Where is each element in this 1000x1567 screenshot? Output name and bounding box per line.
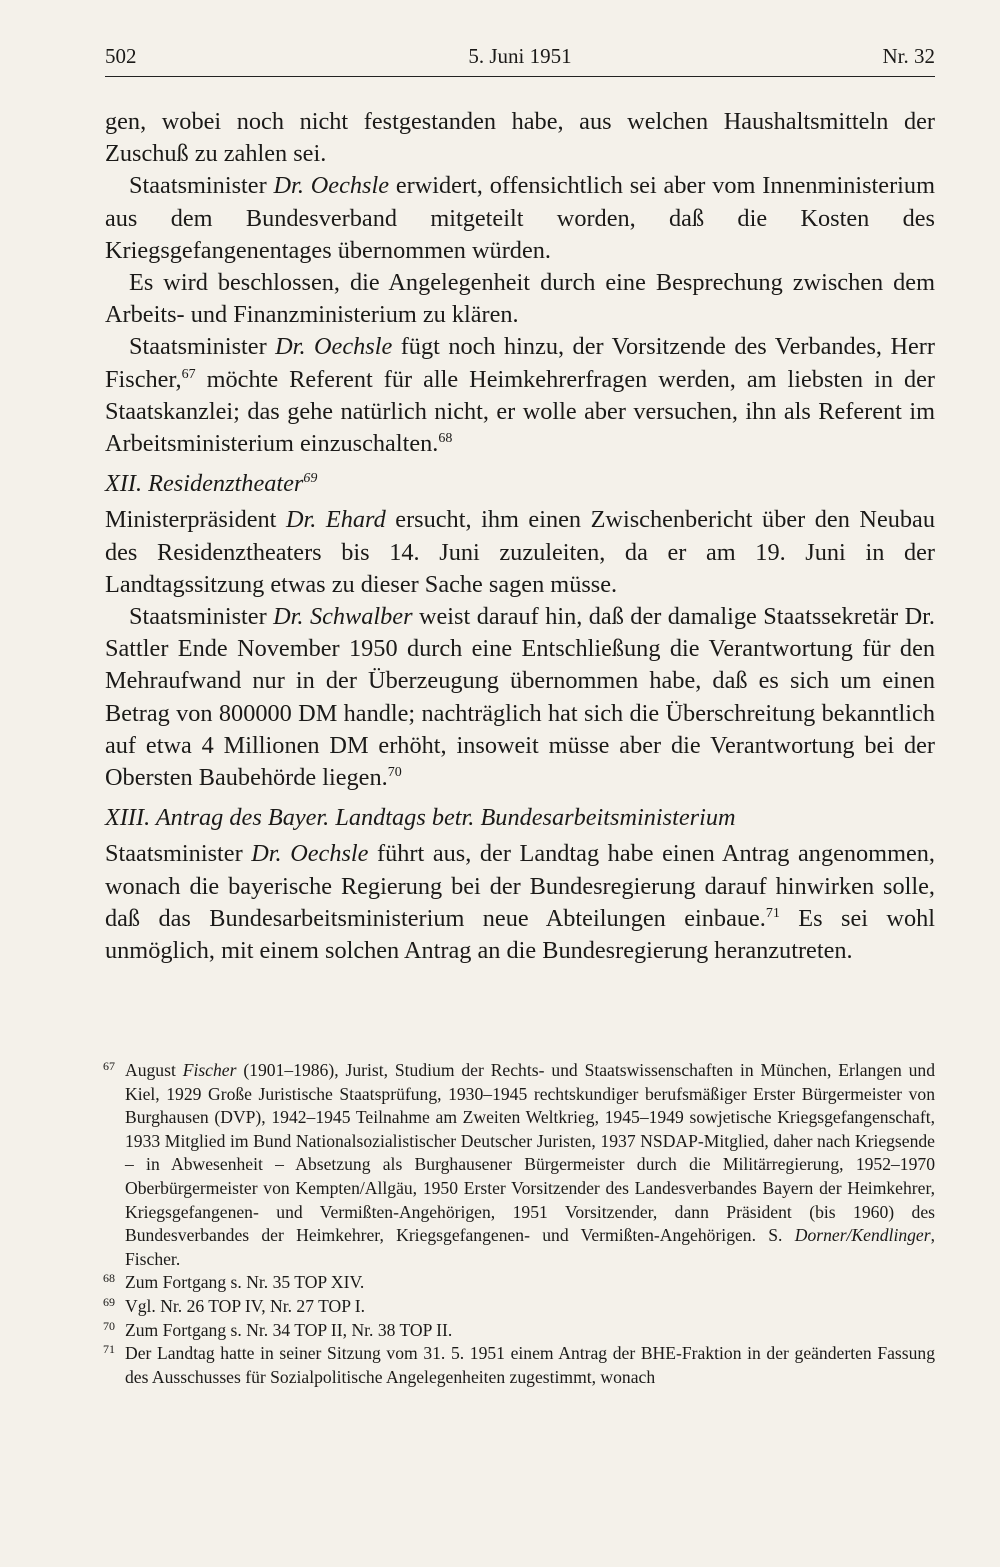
page-number: 502 bbox=[105, 44, 137, 68]
paragraph: Staatsminister Dr. Oechsle führt aus, der Landtag habe einen Antrag angenommen, wonach die bayerische Regierung bei der Bundesregierung darauf hinwirken solle, daß das Bundesarbeitsministerium neue Abteilungen einbaue.$^{71}$ Es sei wohl unmöglich, mit einem solchen Antrag an die Bundesregierung heranzutreten. bbox=[105, 840, 935, 965]
person-name: Dr. Oechsle bbox=[275, 333, 393, 361]
footnote: 70 Zum Fortgang s. Nr. 34 TOP II, Nr. 38 TOP II. bbox=[103, 1318, 453, 1340]
document-page bbox=[105, 0, 935, 1567]
paragraph: Staatsminister Dr. Oechsle fügt noch hinzu, der Vorsitzende des Verbandes, Herr Fischer,$^{67}$ möchte Referent für alle Heimkehrerfragen werden, am liebsten in der Staatskanzlei; das gehe natürlich nicht, er wolle aber versuchen, ihn als Referent im Arbeitsministerium einzuschalten.$^{68}$ bbox=[105, 333, 935, 458]
footnote-number: 69 bbox=[103, 1294, 115, 1309]
footnote: 71 Der Landtag hatte in seiner Sitzung vom 31. 5. 1951 einem Antrag der BHE-Fraktion in der geänderten Fassung des Ausschusses für Sozialpolitische Angelegenheiten zugestimmt, wonach bbox=[103, 1342, 935, 1387]
person-name: Dr. Schwalber bbox=[273, 603, 413, 631]
footnote: 67 August Fischer (1901–1986), Jurist, Studium der Rechts- und Staatswissenschaften in München, Erlangen und Kiel, 1929 Große Juristische Staatsprüfung, 1930–1945 rechtskundiger berufsmäßiger Erster Bürgermeister von Burghausen (DVP), 1942–1945 Teilnahme am Zweiten Weltkrieg, 1945–1949 sowjetische Kriegsgefangenschaft, 1933 Mitglied im Bund Nationalsozialistischer Deutscher Juristen, 1937 NSDAP-Mitglied, daher nach Kriegsende – in Abwesenheit – Absetzung als Burghausener Bürgermeister durch die Militärregierung, 1952–1970 Oberbürgermeister von Kempten/Allgäu, 1950 Erster Vorsitzender des Landesverbandes Bayern der Heimkehrer, Kriegsgefangenen- und Vermißten-Angehörigen, 1951 Vorsitzender, dann Präsident (bis 1960) des Bundesverbandes der Heimkehrer, Kriegsgefangenen- und Vermißten-Angehörigen. S. Dorner/Kendlinger, Fischer. bbox=[103, 1059, 935, 1269]
footnote: 69 Vgl. Nr. 26 TOP IV, Nr. 27 TOP I. bbox=[103, 1294, 365, 1316]
person-name: Dr. Oechsle bbox=[251, 840, 369, 868]
person-name: Dr. Ehard bbox=[285, 506, 386, 534]
footnotes bbox=[105, 1059, 935, 1389]
footnote-ref[interactable]: 70 bbox=[387, 765, 402, 781]
footnote-ref[interactable]: 69 bbox=[303, 471, 318, 487]
main-text bbox=[105, 106, 935, 967]
footnote-number: 68 bbox=[103, 1271, 115, 1286]
footnote-ref[interactable]: 71 bbox=[765, 905, 780, 921]
footnote-number: 67 bbox=[103, 1059, 115, 1073]
header-date: 5. Juni 1951 bbox=[468, 44, 572, 68]
paragraph: gen, wobei noch nicht festgestanden habe, aus welchen Haushaltsmitteln der Zuschuß zu zahlen sei. bbox=[105, 108, 935, 168]
section-heading: XIII. Antrag des Bayer. Landtags betr. Bundesarbeitsministerium bbox=[105, 804, 736, 832]
footnote-number: 70 bbox=[103, 1318, 115, 1333]
section-heading: XII. Residenztheater$^{69}$ bbox=[105, 470, 318, 498]
paragraph: Staatsminister Dr. Schwalber weist darauf hin, daß der damalige Staatssekretär Dr. Sattler Ende November 1950 durch eine Entschließung die Verantwortung für den Mehraufwand nur in der Überzeugung übernommen habe, daß es sich um einen Betrag von 800000 DM handle; nachträglich hat sich die Überschreitung bekanntlich auf etwa 4 Millionen DM erhöht, insoweit müsse aber die Verantwortung bei der Obersten Baubehörde liegen.$^{70}$ bbox=[105, 603, 936, 792]
document-number: Nr. 32 bbox=[882, 44, 935, 68]
running-header bbox=[105, 44, 935, 74]
person-name: Dr. Oechsle bbox=[273, 172, 389, 200]
footnote-number: 71 bbox=[103, 1342, 115, 1357]
footnote: 68 Zum Fortgang s. Nr. 35 TOP XIV. bbox=[103, 1271, 365, 1293]
paragraph: Es wird beschlossen, die Angelegenheit durch eine Besprechung zwischen dem Arbeits- und Finanzministerium zu klären. bbox=[105, 269, 935, 329]
footnote-ref[interactable]: 67 bbox=[181, 366, 196, 382]
paragraph: Ministerpräsident Dr. Ehard ersucht, ihm einen Zwischenbericht über den Neubau des Residenztheaters bis 14. Juni zuzuleiten, da er am 19. Juni in der Landtagssitzung etwas zu dieser Sache sagen müsse. bbox=[105, 506, 935, 598]
paragraph: Staatsminister Dr. Oechsle erwidert, offensichtlich sei aber vom Innenministerium aus dem Bundesverband mitgeteilt worden, daß die Kosten des Kriegsgefangenentages übernommen würden. bbox=[105, 172, 935, 264]
footnote-ref[interactable]: 68 bbox=[438, 431, 453, 447]
header-rule bbox=[105, 76, 935, 77]
